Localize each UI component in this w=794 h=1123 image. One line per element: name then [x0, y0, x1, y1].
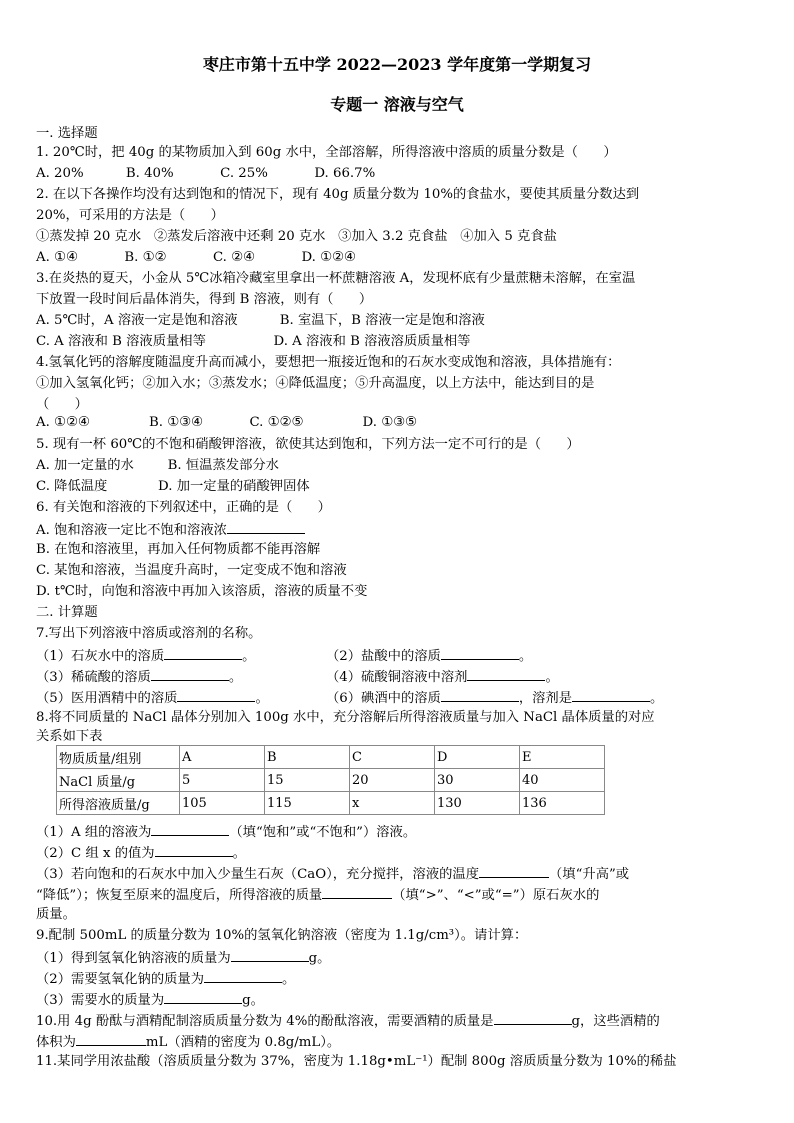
table-cell: C [350, 746, 435, 769]
question-9-part-3: （3）需要水的质量为 g。 [36, 990, 264, 1010]
question-5: 5. 现有一杯 60℃的不饱和硝酸钾溶液，欲使其达到饱和，下列方法一定不可行的是（ ） [36, 437, 580, 452]
question-8-part-3: （3）若向饱和的石灰水中加入少量生石灰（CaO），充分搅拌，溶液的温度 （填“升高”或 [36, 864, 629, 884]
question-10-cont: 体积为 mL（酒精的密度为 0.8g/mL）。 [36, 1032, 340, 1052]
question-7-row-5: （5）医用酒精中的溶质 。 [36, 688, 269, 708]
table-cell: D [435, 746, 520, 769]
table-cell: 5 [180, 769, 265, 792]
table-row [57, 792, 605, 815]
question-11: 11.某同学用浓盐酸（溶质质量分数为 37%，密度为 1.18g•mL⁻¹）配制 800g 溶质质量分数为 10%的稀盐 [36, 1054, 677, 1069]
question-2-options: A. ①④ B. ①② C. ②④ D. ①②④ [36, 250, 356, 265]
table-cell: 136 [520, 792, 605, 815]
table-row [57, 769, 605, 792]
question-7: 7.写出下列溶液中溶质或溶剂的名称。 [36, 626, 262, 641]
question-2-cont: 20%，可采用的方法是（ ） [36, 208, 224, 223]
table-cell: A [180, 746, 265, 769]
table-cell: 105 [180, 792, 265, 815]
question-4-cont: ①加入氢氧化钙；②加入水；③蒸发水；④降低温度；⑤升高温度，以上方法中，能达到目的是 [36, 376, 595, 391]
question-8-part-2: （2）C 组 x 的值为 。 [36, 843, 246, 863]
question-7-row-2: （2）盐酸中的溶质 。 [326, 646, 532, 666]
question-8-part-3-cont: “降低”）；恢复至原来的温度后，所得溶液的质量 （填“>”、“<”或“=”）原石灰水的 [36, 885, 599, 905]
question-3-options-cd: C. A 溶液和 B 溶液质量相等 D. A 溶液和 B 溶液溶质质量相等 [36, 334, 471, 349]
table-cell: 15 [265, 769, 350, 792]
table-cell: 40 [520, 769, 605, 792]
question-6-option-c: C. 某饱和溶液，当温度升高时，一定变成不饱和溶液 [36, 563, 347, 578]
table-cell: 30 [435, 769, 520, 792]
question-8-part-1: （1）A 组的溶液为 （填“饱和”或“不饱和”）溶液。 [36, 822, 416, 842]
question-4: 4.氢氧化钙的溶解度随温度升高而减小，要想把一瓶接近饱和的石灰水变成饱和溶液，具体措施有： [36, 355, 621, 370]
question-2: 2. 在以下各操作均没有达到饱和的情况下，现有 40g 质量分数为 10%的食盐水，要使其质量分数达到 [36, 187, 640, 202]
question-3-cont: 下放置一段时间后晶体消失，得到 B 溶液，则有（ ） [36, 292, 373, 307]
question-7-row-6: （6）碘酒中的溶质 ，溶剂是 。 [326, 688, 663, 708]
nacl-data-table [56, 745, 605, 815]
table-cell: 物质质量/组别 [57, 746, 180, 769]
question-1: 1. 20℃时，把 40g 的某物质加入到 60g 水中，全部溶解，所得溶液中溶质的质量分数是（ ） [36, 145, 617, 160]
document-subtitle: 专题一 溶液与空气 [330, 95, 464, 114]
section-heading-choice: 一. 选择题 [36, 126, 98, 141]
question-6-option-a: A. 饱和溶液一定比不饱和溶液浓 [36, 520, 305, 540]
table-cell: 130 [435, 792, 520, 815]
table-cell: x [350, 792, 435, 815]
question-7-row-4: （4）硫酸铜溶液中溶剂 。 [326, 667, 559, 687]
question-1-options: A. 20% B. 40% C. 25% D. 66.7% [36, 166, 376, 181]
question-4-bracket: （ ） [36, 397, 88, 412]
table-cell: B [265, 746, 350, 769]
question-5-options-cd: C. 降低温度 D. 加一定量的硝酸钾固体 [36, 479, 310, 494]
question-9-part-1: （1）得到氢氧化钠溶液的质量为 g。 [36, 948, 330, 968]
table-cell: E [520, 746, 605, 769]
table-cell: 115 [265, 792, 350, 815]
question-5-options-ab: A. 加一定量的水 B. 恒温蒸发部分水 [36, 458, 279, 473]
question-6-option-b: B. 在饱和溶液里，再加入任何物质都不能再溶解 [36, 542, 321, 557]
question-3-options-ab: A. 5℃时，A 溶液一定是饱和溶液 B. 室温下，B 溶液一定是饱和溶液 [36, 313, 485, 328]
question-6: 6. 有关饱和溶液的下列叙述中，正确的是（ ） [36, 500, 331, 515]
table-cell: NaCl 质量/g [57, 769, 180, 792]
question-4-options: A. ①②④ B. ①③④ C. ①②⑤ D. ①③⑤ [36, 415, 417, 430]
question-8: 8.将不同质量的 NaCl 晶体分别加入 100g 水中，充分溶解后所得溶液质量与加入 NaCl 晶体质量的对应 [36, 710, 655, 725]
question-8-cont: 关系如下表 [36, 729, 103, 744]
question-10: 10.用 4g 酚酞与酒精配制溶质质量分数为 4%的酚酞溶液，需要酒精的质量是 g，这些酒精的 [36, 1011, 660, 1031]
question-7-row-1: （1）石灰水中的溶质 。 [36, 646, 255, 666]
document-title: 枣庄市第十五中学 2022—2023 学年度第一学期复习 [202, 55, 592, 74]
table-cell: 20 [350, 769, 435, 792]
question-2-methods: ①蒸发掉 20 克水 ②蒸发后溶液中还剩 20 克水 ③加入 3.2 克食盐 ④加入 5 克食盐 [36, 229, 557, 244]
question-3: 3.在炎热的夏天，小金从 5℃冰箱冷藏室里拿出一杯蔗糖溶液 A，发现杯底有少量蔗糖未溶解，在室温 [36, 271, 636, 286]
question-6-option-d: D. t℃时，向饱和溶液中再加入该溶质，溶液的质量不变 [36, 584, 368, 599]
section-heading-calc: 二. 计算题 [36, 605, 98, 620]
question-9: 9.配制 500mL 的质量分数为 10%的氢氧化钠溶液（密度为 1.1g/cm³）。请计算： [36, 928, 528, 943]
table-row [57, 746, 605, 769]
table-cell: 所得溶液质量/g [57, 792, 180, 815]
question-8-part-3-end: 质量。 [36, 907, 76, 922]
question-9-part-2: （2）需要氢氧化钠的质量为 。 [36, 969, 295, 989]
question-7-row-3: （3）稀硫酸的溶质 。 [36, 667, 242, 687]
